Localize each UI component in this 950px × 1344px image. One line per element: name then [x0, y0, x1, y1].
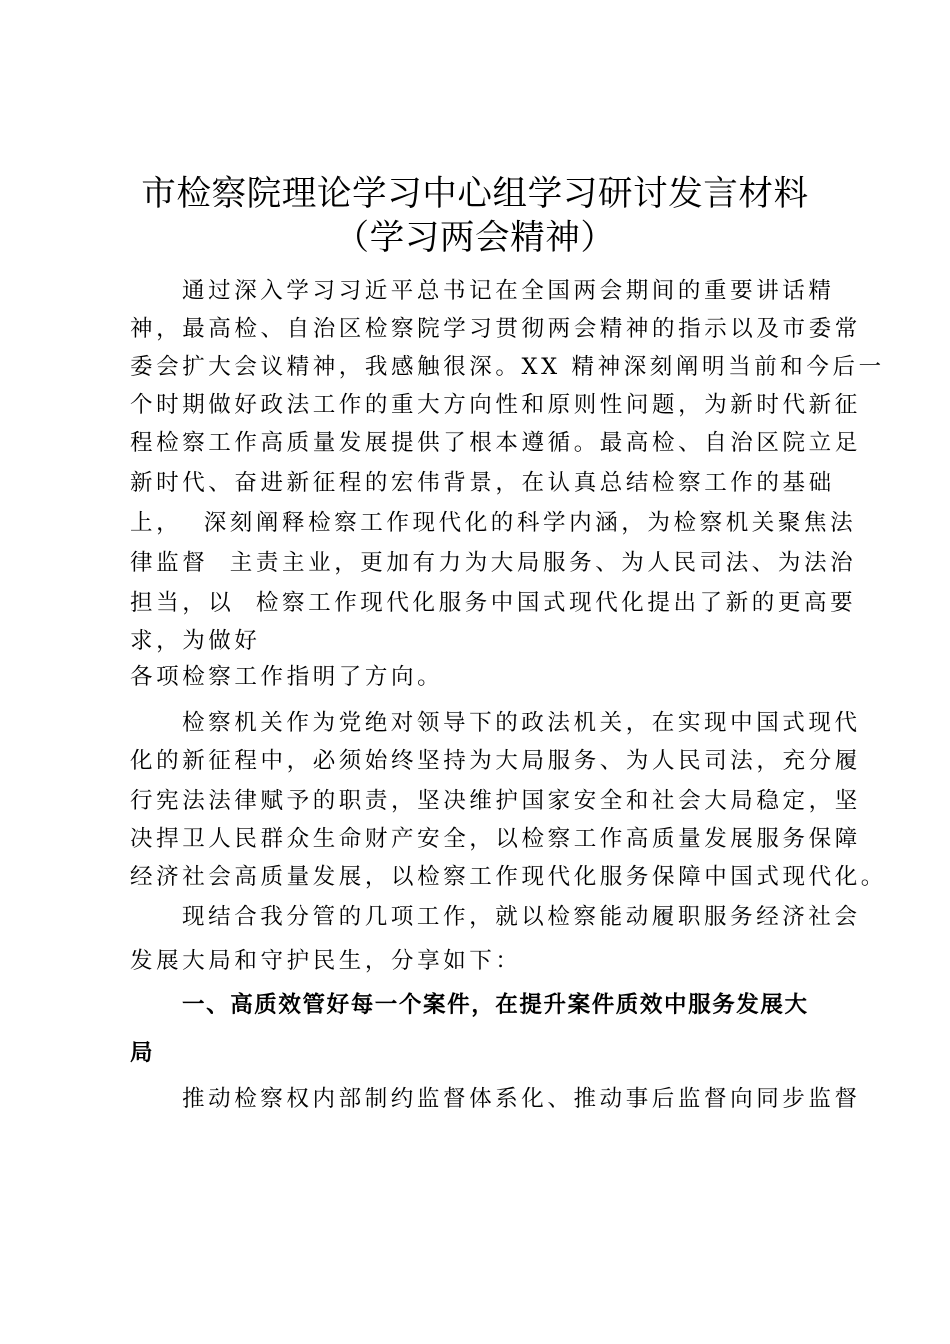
- paragraph-3-line: 发展大局和守护民生，分享如下：: [130, 948, 522, 974]
- paragraph-1-line: 律监督 主责主业，更加有力为大局服务、为人民司法、为法治: [130, 550, 857, 576]
- paragraph-1-line: 程检察工作高质量发展提供了根本遵循。最高检、自治区院立足: [130, 430, 861, 456]
- paragraph-1-line: 通过深入学习习近平总书记在全国两会期间的重要讲话精: [182, 278, 835, 304]
- section-heading: 局: [130, 1040, 155, 1066]
- paragraph-1-line: 新时代、奋进新征程的宏伟背景，在认真总结检察工作的基础: [130, 470, 835, 496]
- paragraph-2-line: 经济社会高质量发展，以检察工作现代化服务保障中国式现代化。: [130, 864, 887, 890]
- paragraph-2-line: 行宪法法律赋予的职责，坚决维护国家安全和社会大局稳定，坚: [130, 788, 861, 814]
- paragraph-3-line: 现结合我分管的几项工作，就以检察能动履职服务经济社会: [182, 904, 861, 930]
- paragraph-4-line: 推动检察权内部制约监督体系化、推动事后监督向同步监督: [182, 1086, 861, 1112]
- paragraph-2-line: 决捍卫人民群众生命财产安全，以检察工作高质量发展服务保障: [130, 826, 861, 852]
- paragraph-1-line: 求，为做好: [130, 628, 261, 654]
- paragraph-1-line: 上， 深刻阐释检察工作现代化的科学内涵，为检察机关聚焦法: [130, 510, 857, 536]
- paragraph-2-line: 化的新征程中，必须始终坚持为大局服务、为人民司法，充分履: [130, 748, 861, 774]
- section-heading: 一、高质效管好每一个案件，在提升案件质效中服务发展大: [182, 992, 809, 1018]
- paragraph-1-line: 委会扩大会议精神，我感触很深。XX 精神深刻阐明当前和今后一: [130, 354, 885, 380]
- document-subtitle: （学习两会精神）: [334, 218, 616, 258]
- paragraph-1-line: 各项检察工作指明了方向。: [130, 664, 444, 690]
- paragraph-1-line: 担当，以 检察工作现代化服务中国式现代化提出了新的更高要: [130, 590, 857, 616]
- paragraph-1-line: 个时期做好政法工作的重大方向性和原则性问题，为新时代新征: [130, 392, 861, 418]
- paragraph-1-line: 神，最高检、自治区检察院学习贯彻两会精神的指示以及市委常: [130, 316, 861, 342]
- paragraph-2-line: 检察机关作为党绝对领导下的政法机关，在实现中国式现代: [182, 710, 861, 736]
- document-title: 市检察院理论学习中心组学习研讨发言材料: [141, 174, 809, 214]
